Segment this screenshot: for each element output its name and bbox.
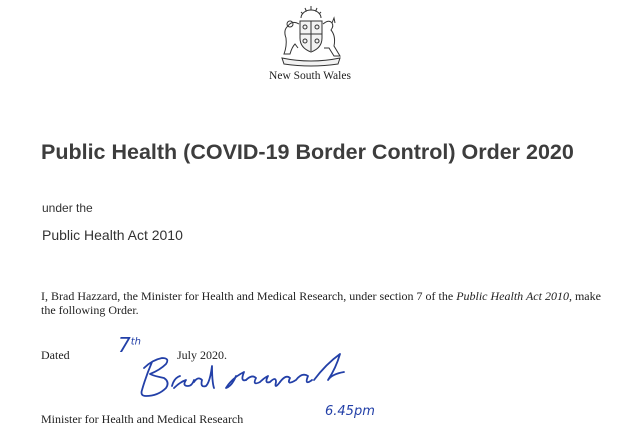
dated-month-year: July 2020. bbox=[177, 348, 228, 362]
handwritten-day bbox=[118, 333, 141, 357]
nsw-crest-icon bbox=[268, 4, 354, 68]
handwritten-day-number: 7 bbox=[118, 333, 131, 357]
handwritten-time: 6.45pm bbox=[325, 404, 375, 419]
signatory-title: Minister for Health and Medical Research bbox=[41, 412, 244, 426]
act-name: Public Health Act 2010 bbox=[42, 227, 183, 243]
handwritten-signature-icon bbox=[140, 346, 365, 402]
intro-act-reference: Public Health Act 2010 bbox=[456, 289, 569, 303]
intro-text-end: , make the following Order. bbox=[41, 289, 601, 317]
handwritten-day-suffix: th bbox=[130, 336, 141, 348]
under-label: under the bbox=[42, 201, 93, 215]
intro-paragraph bbox=[41, 289, 601, 317]
dated-label: Dated bbox=[41, 348, 70, 362]
state-name: New South Wales bbox=[269, 70, 351, 82]
intro-text-start: I, Brad Hazzard, the Minister for Health and Medical Research, under section 7 of the bbox=[41, 289, 457, 303]
order-title: Public Health (COVID-19 Border Control) Order 2020 bbox=[41, 140, 574, 164]
